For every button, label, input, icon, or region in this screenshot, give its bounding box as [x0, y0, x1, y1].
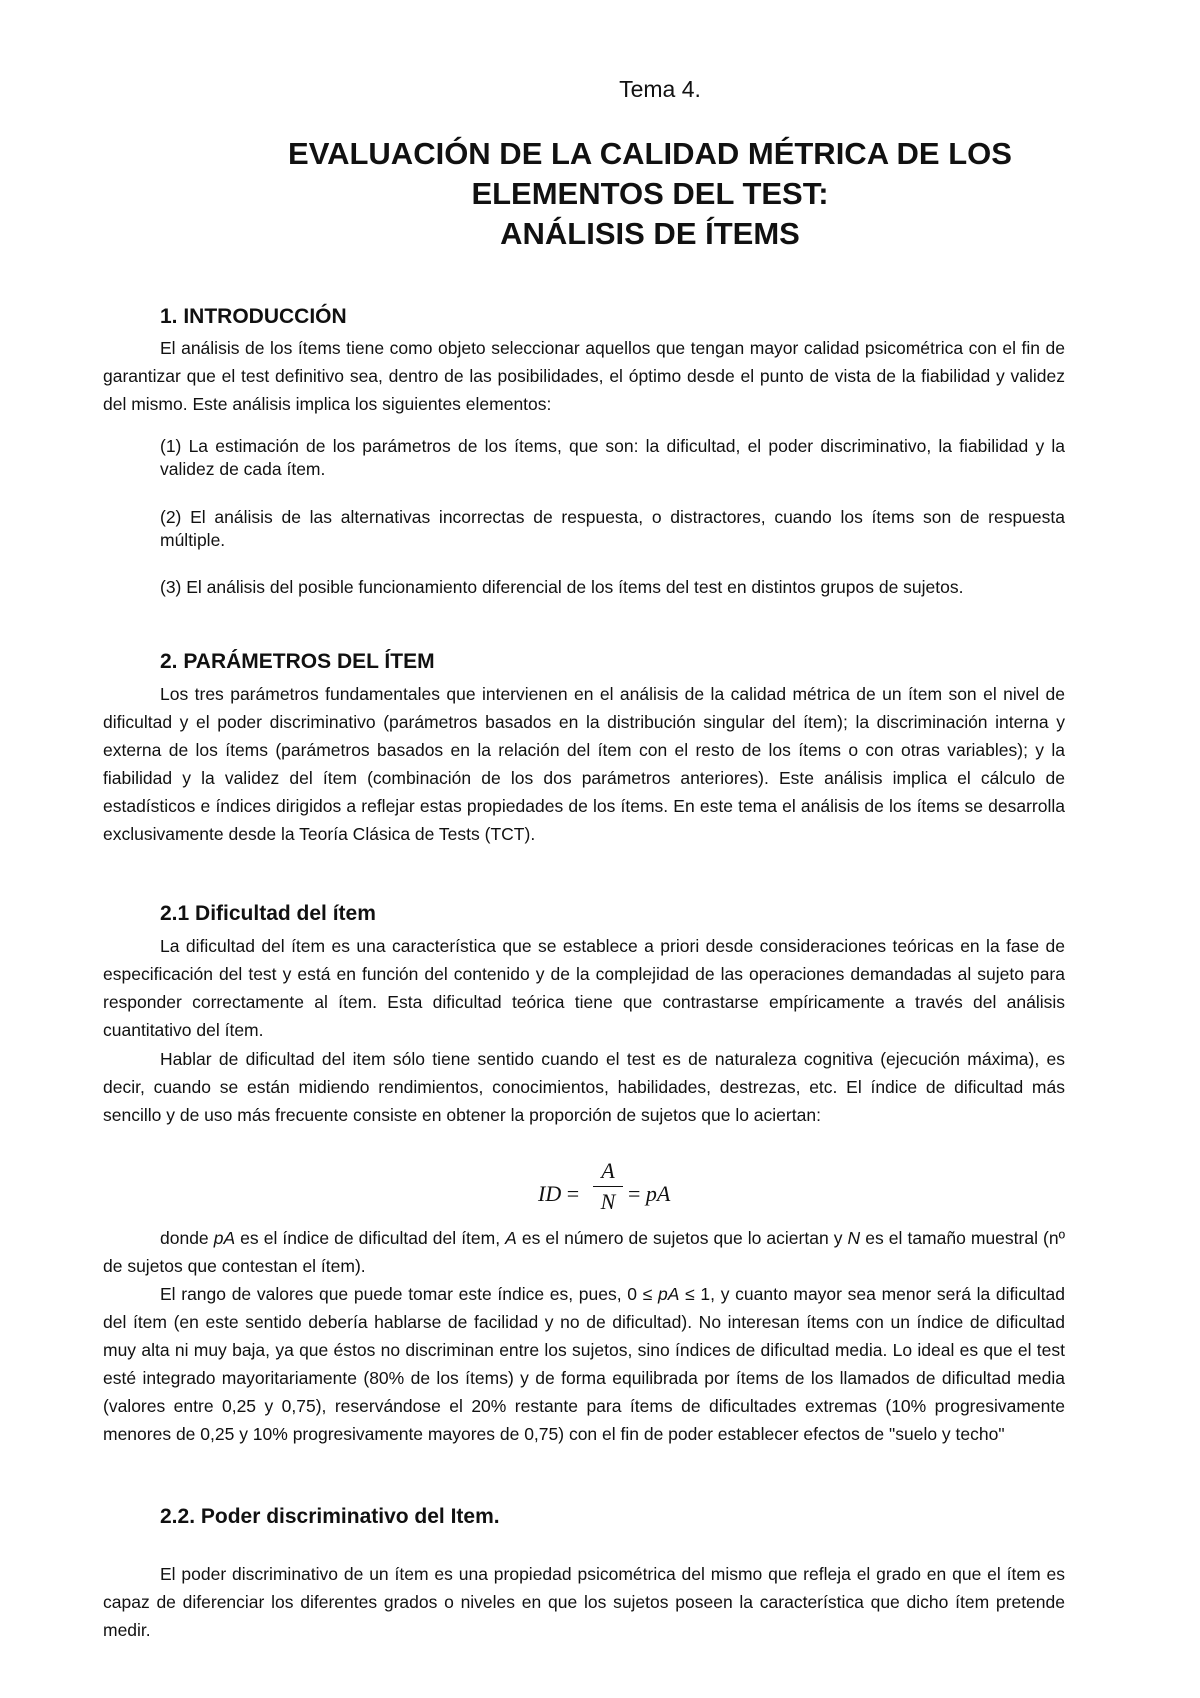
formula-rhs: pA — [645, 1181, 671, 1206]
formula-equals-1: = — [566, 1181, 580, 1206]
poder-discriminativo-paragraph: El poder discriminativo de un ítem es una propiedad psicométrica del mismo que refleja el grado en que el ítem es capaz de diferenciar los diferentes grados o niveles en que los sujetos poseen la característica que dicho ítem pretende medir. — [103, 1564, 1065, 1640]
topic-number: Tema 4. — [619, 76, 701, 102]
dificultad-paragraph-3 — [103, 1224, 1065, 1280]
dificultad-paragraph-1: La dificultad del ítem es una característica que se establece a priori desde consideraciones teóricas en la fase de especificación del test y está en función del contenido y de la complejidad de las operaciones demandadas al sujeto para responder correctamente al ítem. Esta dificultad teórica tiene que contrastarse empíricamente a través del análisis cuantitativo del ítem. — [103, 936, 1065, 1040]
var-pA: pA — [213, 1228, 236, 1248]
document-title — [100, 134, 1200, 254]
intro-paragraph: El análisis de los ítems tiene como objeto seleccionar aquellos que tengan mayor calidad psicométrica con el fin de garantizar que el test definitivo sea, dentro de las posibilidades, el óptimo desde el punto de vista de la fiabilidad y validez del mismo. Este análisis implica los siguientes elementos: — [103, 338, 1065, 414]
list-item-3: (3) El análisis del posible funcionamiento diferencial de los ítems del test en distintos grupos de sujetos. — [160, 577, 964, 597]
section-heading-parametros: 2. PARÁMETROS DEL ÍTEM — [160, 650, 435, 673]
formula-fraction — [593, 1158, 623, 1215]
section-heading-poder-discriminativo: 2.2. Poder discriminativo del Item. — [160, 1505, 500, 1528]
var-pA: pA — [658, 1284, 680, 1304]
title-line-3: ANÁLISIS DE ÍTEMS — [500, 216, 800, 251]
text-run: El rango de valores que puede tomar este índice es, pues, 0 ≤ — [160, 1284, 659, 1304]
fraction-bar — [593, 1186, 623, 1187]
section-heading-introduccion: 1. INTRODUCCIÓN — [160, 305, 347, 328]
formula-equals-2: = — [628, 1181, 641, 1206]
text-run: es el índice de dificultad del ítem, — [235, 1228, 506, 1248]
parametros-paragraph: Los tres parámetros fundamentales que intervienen en el análisis de la calidad métrica de un ítem son el nivel de dificultad y el poder discriminativo (parámetros basados en la distribución singular del ítem); la discriminación interna y externa de los ítems (parámetros basados en la relación del ítem con el resto de los ítems o con otras variables); y la fiabilidad y la validez del ítem (combinación de los dos parámetros anteriores). Este análisis implica el cálculo de estadísticos e índices dirigidos a reflejar estas propiedades de los ítems. En este tema el análisis de los ítems se desarrolla exclusivamente desde la Teoría Clásica de Tests (TCT). — [103, 684, 1065, 844]
formula-numerator: A — [601, 1158, 615, 1183]
list-item-1: (1) La estimación de los parámetros de los ítems, que son: la dificultad, el poder discriminativo, la fiabilidad y la validez de cada ítem. — [160, 436, 1065, 479]
text-run: donde — [160, 1228, 214, 1248]
var-N: N — [847, 1228, 861, 1248]
title-line-2: ELEMENTOS DEL TEST: — [471, 176, 829, 211]
text-run: ≤ 1, y cuanto mayor sea menor será la dificultad del ítem (en este sentido debería hablarse de facilidad y no de dificultad). No interesan ítems con un índice de dificultad muy alta ni muy baja, ya que éstos no discriminan entre los sujetos, sino índices de dificultad media. Lo ideal es que el test esté integrado mayoritariamente (80% de los ítems) y de forma equilibrada por ítems de los llamados de dificultad media (valores entre 0,25 y 0,75), reservándose el 20% restante para ítems de dificultades extremas (10% progresivamente menores de 0,25 y 10% progresivamente mayores de 0,75) con el fin de poder establecer efectos de "suelo y techo" — [103, 1284, 1065, 1444]
var-A: A — [505, 1228, 517, 1248]
text-run: es el tamaño muestral (nº de sujetos que contestan el ítem). — [103, 1228, 1065, 1276]
text-run: es el número de sujetos que lo aciertan y — [516, 1228, 848, 1248]
section-heading-dificultad: 2.1 Dificultad del ítem — [160, 902, 376, 925]
list-item-2: (2) El análisis de las alternativas incorrectas de respuesta, o distractores, cuando los ítems son de respuesta múltiple. — [160, 507, 1065, 550]
dificultad-paragraph-4 — [103, 1280, 1065, 1448]
dificultad-paragraph-2: Hablar de dificultad del item sólo tiene sentido cuando el test es de naturaleza cognitiva (ejecución máxima), es decir, cuando se están midiendo rendimientos, conocimientos, habilidades, destrezas, etc. El índice de dificultad más sencillo y de uso más frecuente consiste en obtener la proporción de sujetos que lo aciertan: — [103, 1049, 1065, 1125]
formula-denominator: N — [600, 1189, 616, 1214]
title-line-1: EVALUACIÓN DE LA CALIDAD MÉTRICA DE LOS — [288, 136, 1012, 171]
formula-lhs: ID — [538, 1181, 562, 1206]
